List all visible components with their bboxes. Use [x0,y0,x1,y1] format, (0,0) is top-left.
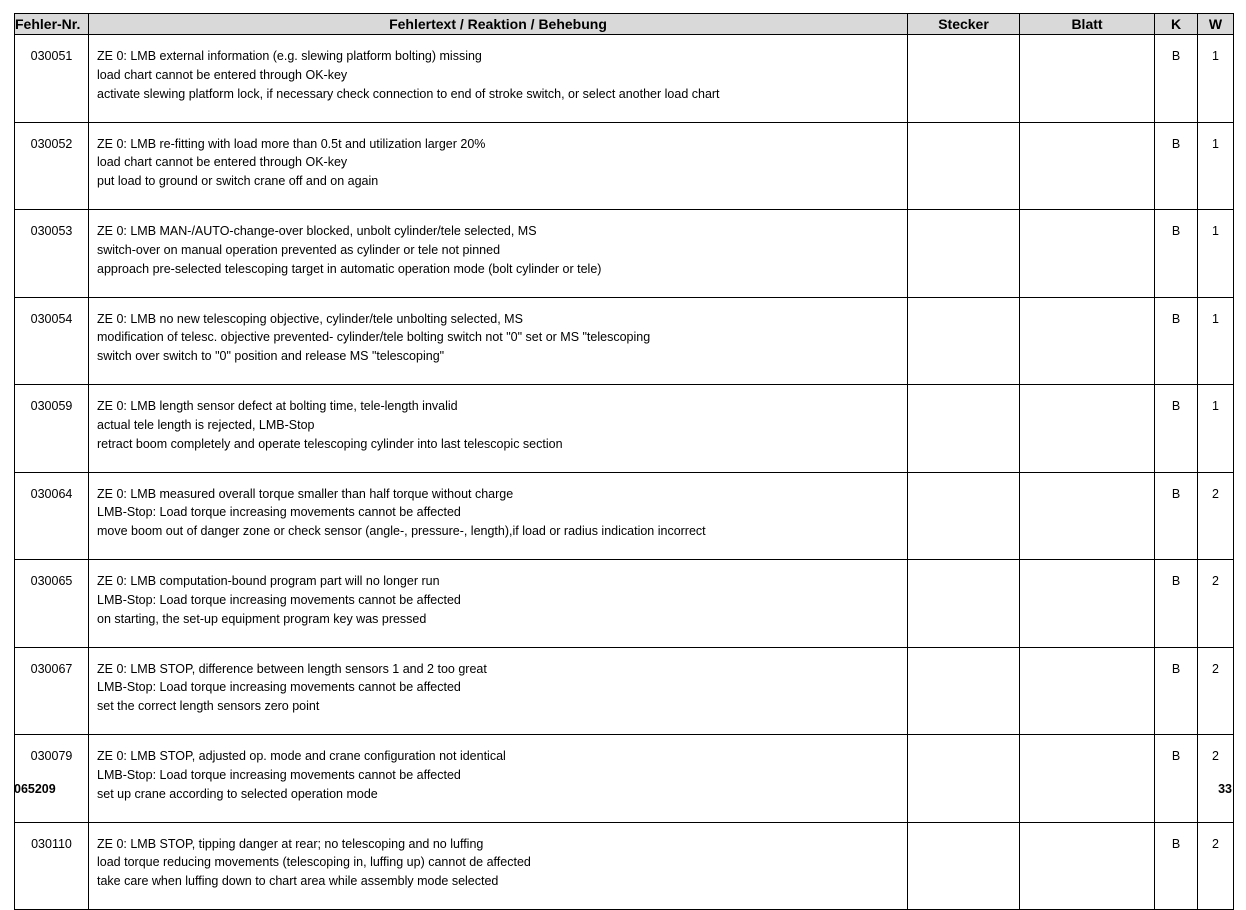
error-remedy: retract boom completely and operate telescoping cylinder into last telescopic section [97,436,563,451]
error-reaction: actual tele length is rejected, LMB-Stop [97,417,315,432]
sheet-cell [1020,647,1155,735]
table-row [15,297,1234,385]
w-cell: 2 [1198,472,1234,560]
connector-cell [908,385,1020,473]
error-description: ZE 0: LMB re-fitting with load more than 0.5t and utilization larger 20% [97,136,486,151]
error-text-cell [89,560,908,648]
error-description: ZE 0: LMB MAN-/AUTO-change-over blocked, unbolt cylinder/tele selected, MS [97,224,537,238]
error-text-cell [89,647,908,735]
sheet-cell [1020,297,1155,385]
error-reaction: switch-over on manual operation prevented as cylinder or tele not pinned [97,242,501,257]
document-number: 065209 [14,782,56,796]
error-description: ZE 0: LMB STOP, difference between length sensors 1 and 2 too great [97,661,487,676]
error-remedy: set the correct length sensors zero point [97,699,320,714]
table-row [15,735,1234,823]
error-number-cell: 030052 [15,122,89,210]
w-cell: 1 [1198,122,1234,210]
table-row [15,210,1234,298]
error-reaction: load chart cannot be entered through OK-key [97,67,348,82]
error-remedy: switch over switch to "0" position and release MS "telescoping" [97,349,445,364]
connector-cell [908,647,1020,735]
connector-cell [908,122,1020,210]
error-text-cell [89,385,908,473]
error-code-table [14,13,1234,910]
connector-cell [908,35,1020,123]
error-description: ZE 0: LMB computation-bound program part will no longer run [97,574,440,588]
error-text-cell [89,122,908,210]
error-remedy: set up crane according to selected operation mode [97,786,378,801]
error-number-cell: 030067 [15,647,89,735]
error-remedy: move boom out of danger zone or check sensor (angle-, pressure-, length),if load or radius indication incorrect [97,524,706,539]
k-cell: B [1155,385,1198,473]
sheet-cell [1020,35,1155,123]
table-row [15,122,1234,210]
error-description: ZE 0: LMB no new telescoping objective, cylinder/tele unbolting selected, MS [97,311,523,326]
k-cell: B [1155,210,1198,298]
w-cell: 2 [1198,822,1234,910]
error-text-cell [89,735,908,823]
header-w: W [1198,14,1234,35]
error-reaction: LMB-Stop: Load torque increasing movements cannot be affected [97,680,461,695]
header-sheet: Blatt [1020,14,1155,35]
w-cell: 1 [1198,297,1234,385]
connector-cell [908,822,1020,910]
error-reaction: load chart cannot be entered through OK-key [97,155,348,170]
error-number-cell: 030110 [15,822,89,910]
page-number: 33 [1218,782,1232,796]
sheet-cell [1020,560,1155,648]
error-number-cell: 030079 [15,735,89,823]
w-cell: 1 [1198,385,1234,473]
sheet-cell [1020,822,1155,910]
error-text-cell [89,297,908,385]
error-number-cell: 030064 [15,472,89,560]
header-connector: Stecker [908,14,1020,35]
error-remedy: approach pre-selected telescoping target in automatic operation mode (bolt cylinder or tele) [97,261,602,276]
table-row [15,35,1234,123]
error-text-cell [89,472,908,560]
w-cell: 1 [1198,35,1234,123]
error-reaction: LMB-Stop: Load torque increasing movements cannot be affected [97,592,461,607]
error-reaction: LMB-Stop: Load torque increasing movements cannot be affected [97,767,461,782]
error-number-cell: 030051 [15,35,89,123]
k-cell: B [1155,35,1198,123]
sheet-cell [1020,122,1155,210]
sheet-cell [1020,210,1155,298]
table-row [15,822,1234,910]
table-row [15,385,1234,473]
k-cell: B [1155,647,1198,735]
table-header-row [15,14,1234,35]
error-text-cell [89,822,908,910]
k-cell: B [1155,297,1198,385]
error-remedy: activate slewing platform lock, if necessary check connection to end of stroke switch, or select another load chart [97,86,720,101]
k-cell: B [1155,122,1198,210]
connector-cell [908,735,1020,823]
header-k: K [1155,14,1198,35]
table-row [15,472,1234,560]
w-cell: 2 [1198,735,1234,823]
error-description: ZE 0: LMB length sensor defect at bolting time, tele-length invalid [97,399,458,413]
w-cell: 2 [1198,560,1234,648]
sheet-cell [1020,385,1155,473]
k-cell: B [1155,735,1198,823]
error-remedy: take care when luffing down to chart area while assembly mode selected [97,874,499,889]
table-row [15,560,1234,648]
error-remedy: on starting, the set-up equipment program key was pressed [97,611,427,626]
error-number-cell: 030054 [15,297,89,385]
error-reaction: load torque reducing movements (telescoping in, luffing up) cannot de affected [97,855,531,870]
connector-cell [908,472,1020,560]
error-description: ZE 0: LMB measured overall torque smaller than half torque without charge [97,486,514,501]
error-reaction: LMB-Stop: Load torque increasing movements cannot be affected [97,505,461,520]
table-row [15,647,1234,735]
header-error-text: Fehlertext / Reaktion / Behebung [89,14,908,35]
error-number-cell: 030053 [15,210,89,298]
error-text-cell [89,210,908,298]
error-remedy: put load to ground or switch crane off and on again [97,174,379,189]
error-number-cell: 030059 [15,385,89,473]
connector-cell [908,297,1020,385]
sheet-cell [1020,472,1155,560]
error-description: ZE 0: LMB external information (e.g. slewing platform bolting) missing [97,49,482,63]
k-cell: B [1155,822,1198,910]
error-description: ZE 0: LMB STOP, adjusted op. mode and crane configuration not identical [97,749,506,763]
w-cell: 1 [1198,210,1234,298]
sheet-cell [1020,735,1155,823]
w-cell: 2 [1198,647,1234,735]
error-text-cell [89,35,908,123]
header-error-number: Fehler-Nr. [15,14,89,35]
connector-cell [908,210,1020,298]
connector-cell [908,560,1020,648]
error-description: ZE 0: LMB STOP, tipping danger at rear; no telescoping and no luffing [97,836,484,851]
k-cell: B [1155,472,1198,560]
error-reaction: modification of telesc. objective prevented- cylinder/tele bolting switch not "0" set or MS "telescoping [97,330,651,345]
k-cell: B [1155,560,1198,648]
error-number-cell: 030065 [15,560,89,648]
